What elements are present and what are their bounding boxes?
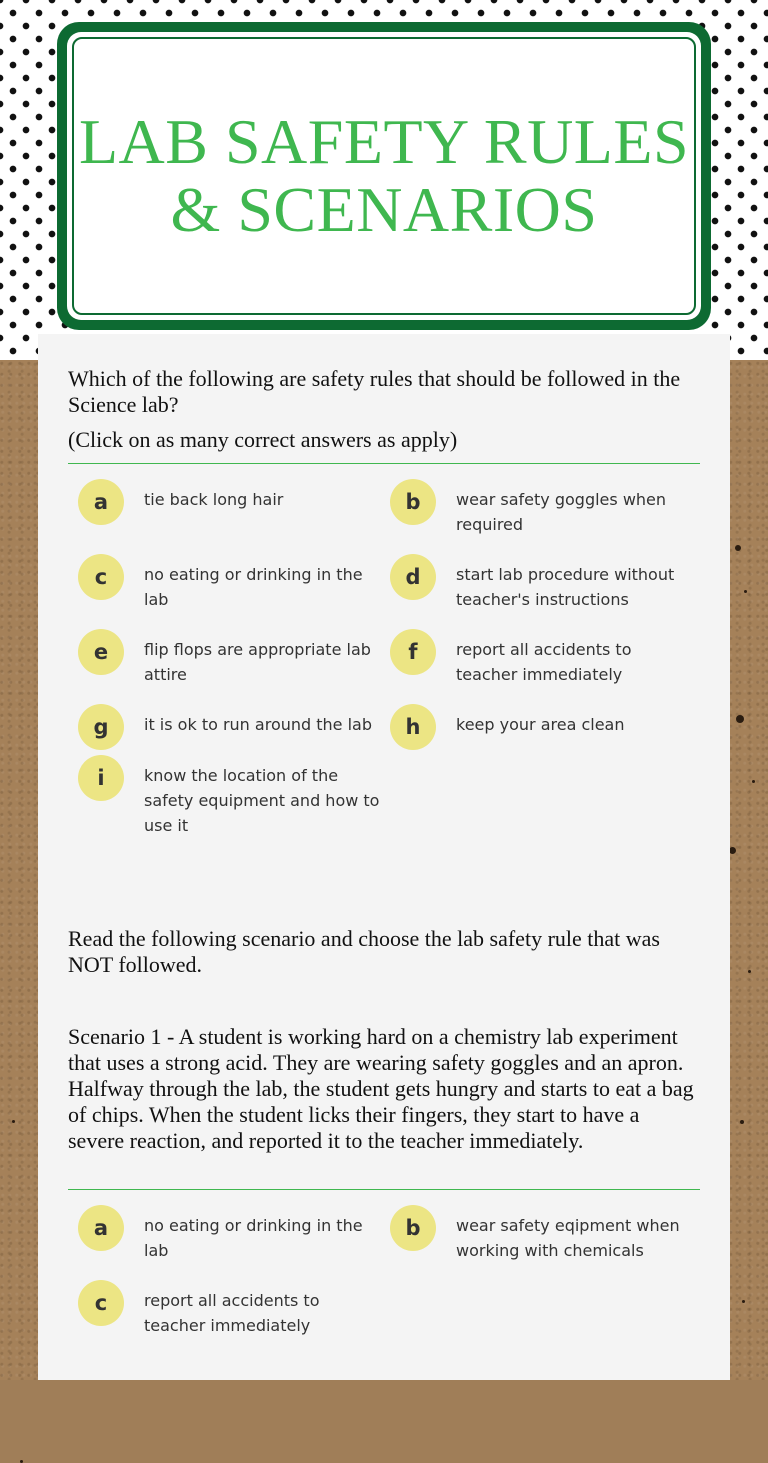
option-label: report all accidents to teacher immediately [456, 640, 632, 684]
title-line-2: & SCENARIOS [170, 174, 598, 245]
divider [68, 1189, 700, 1190]
option-letter-badge: b [390, 1205, 436, 1251]
option-letter-badge: g [78, 704, 124, 750]
question-2-scenario: Scenario 1 - A student is working hard on a chemistry lab experiment that uses a strong acid. They are wearing safety goggles and an apron. Halfway through the lab, the student gets hungry and starts to eat a bag of chips. When the student licks their fingers, they start to have a severe reaction, and reported it to the teacher immediately. [68, 1024, 694, 1153]
option-letter-badge: d [390, 554, 436, 600]
option-label: keep your area clean [456, 715, 625, 734]
option-label: report all accidents to teacher immediately [144, 1291, 320, 1335]
option-letter-badge: a [78, 479, 124, 525]
option-label: it is ok to run around the lab [144, 715, 372, 734]
option-letter-badge: c [78, 554, 124, 600]
option-label: start lab procedure without teacher's instructions [456, 565, 675, 609]
option-letter-badge: a [78, 1205, 124, 1251]
question-1-prompt: Which of the following are safety rules that should be followed in the Science lab? [68, 366, 681, 417]
option-letter-badge: e [78, 629, 124, 675]
option-label: wear safety eqipment when working with chemicals [456, 1216, 680, 1260]
option-label: know the location of the safety equipment and how to use it [144, 766, 380, 835]
option-letter-badge: c [78, 1280, 124, 1326]
option-letter-badge: i [78, 755, 124, 801]
question-1-instruction: (Click on as many correct answers as apply) [68, 427, 458, 452]
option-letter-badge: b [390, 479, 436, 525]
option-letter-badge: f [390, 629, 436, 675]
option-label: no eating or drinking in the lab [144, 1216, 363, 1260]
option-letter-badge: h [390, 704, 436, 750]
page-title [79, 108, 689, 244]
option-label: tie back long hair [144, 490, 284, 509]
worksheet-card [38, 334, 730, 1380]
divider [68, 463, 700, 464]
option-label: flip flops are appropriate lab attire [144, 640, 371, 684]
option-label: no eating or drinking in the lab [144, 565, 363, 609]
question-2-intro: Read the following scenario and choose the lab safety rule that was NOT followed. [68, 926, 660, 977]
title-line-1: LAB SAFETY RULES [78, 106, 690, 177]
option-label: wear safety goggles when required [456, 490, 667, 534]
title-frame [57, 22, 711, 330]
